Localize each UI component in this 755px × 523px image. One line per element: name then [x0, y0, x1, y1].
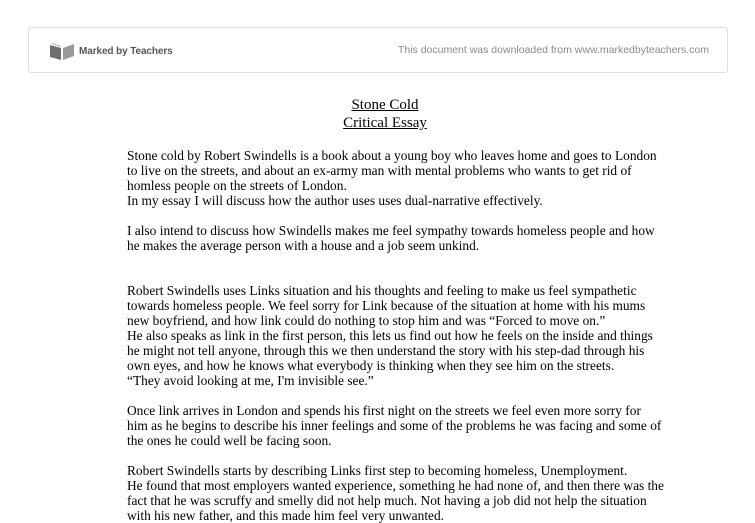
document-subtitle: Critical Essay	[343, 115, 427, 131]
essay-line: to live on the streets, and about an ex-army man with mental problems who wants to get rid of	[127, 163, 632, 178]
essay-line: In my essay I will discuss how the author uses uses dual-narrative effectively.	[127, 193, 543, 208]
essay-line: He found that most employers wanted experience, something he had none of, and then there was the	[127, 478, 664, 493]
open-book-icon	[49, 41, 75, 61]
essay-line: with his new father, and this made him feel very unwanted.	[127, 508, 445, 523]
essay-line: new boyfriend, and how link could do nothing to stop him and was “Forced to move on.”	[127, 313, 606, 328]
essay-body	[127, 148, 664, 523]
essay-line: he might not tell anyone, through this we then understand the story with his step-dad through his	[127, 343, 645, 358]
essay-line: he makes the average person with a house and a job seem unkind.	[127, 238, 480, 253]
download-source-note: This document was downloaded from www.markedbyteachers.com	[397, 44, 709, 56]
essay-line: towards homeless people. We feel sorry for Link because of the situation at home with his mums	[127, 298, 646, 313]
essay-line: “They avoid looking at me, I'm invisible see.”	[127, 373, 374, 388]
site-header-bar	[28, 27, 728, 73]
essay-line: Robert Swindells uses Links situation and his thoughts and feeling to make us feel sympathetic	[127, 283, 637, 298]
essay-line: He also speaks as link in the first person, this lets us find out how he feels on the inside and things	[127, 328, 653, 343]
essay-line: fact that he was scruffy and smelly did not help much. Not having a job did not help the situation	[127, 493, 647, 508]
essay-line: Stone cold by Robert Swindells is a book about a young boy who leaves home and goes to London	[127, 148, 657, 163]
essay-line: own eyes, and how he knows what everybody is thinking when they see him on the streets.	[127, 358, 615, 373]
document-title: Stone Cold	[351, 97, 419, 113]
essay-line: the ones he could well be facing soon.	[127, 433, 332, 448]
essay-line: Robert Swindells starts by describing Links first step to becoming homeless, Unemployment.	[127, 463, 628, 478]
essay-line: Once link arrives in London and spends his first night on the streets we feel even more sorry for	[127, 403, 641, 418]
logo-text: Marked by Teachers	[79, 45, 173, 57]
essay-line: him as he begins to describe his inner feelings and some of the problems he was facing and some of	[127, 418, 662, 433]
site-logo[interactable]	[49, 40, 173, 62]
essay-line: homless people on the streets of London.	[127, 178, 347, 193]
essay-line: I also intend to discuss how Swindells makes me feel sympathy towards homeless people and how	[127, 223, 655, 238]
